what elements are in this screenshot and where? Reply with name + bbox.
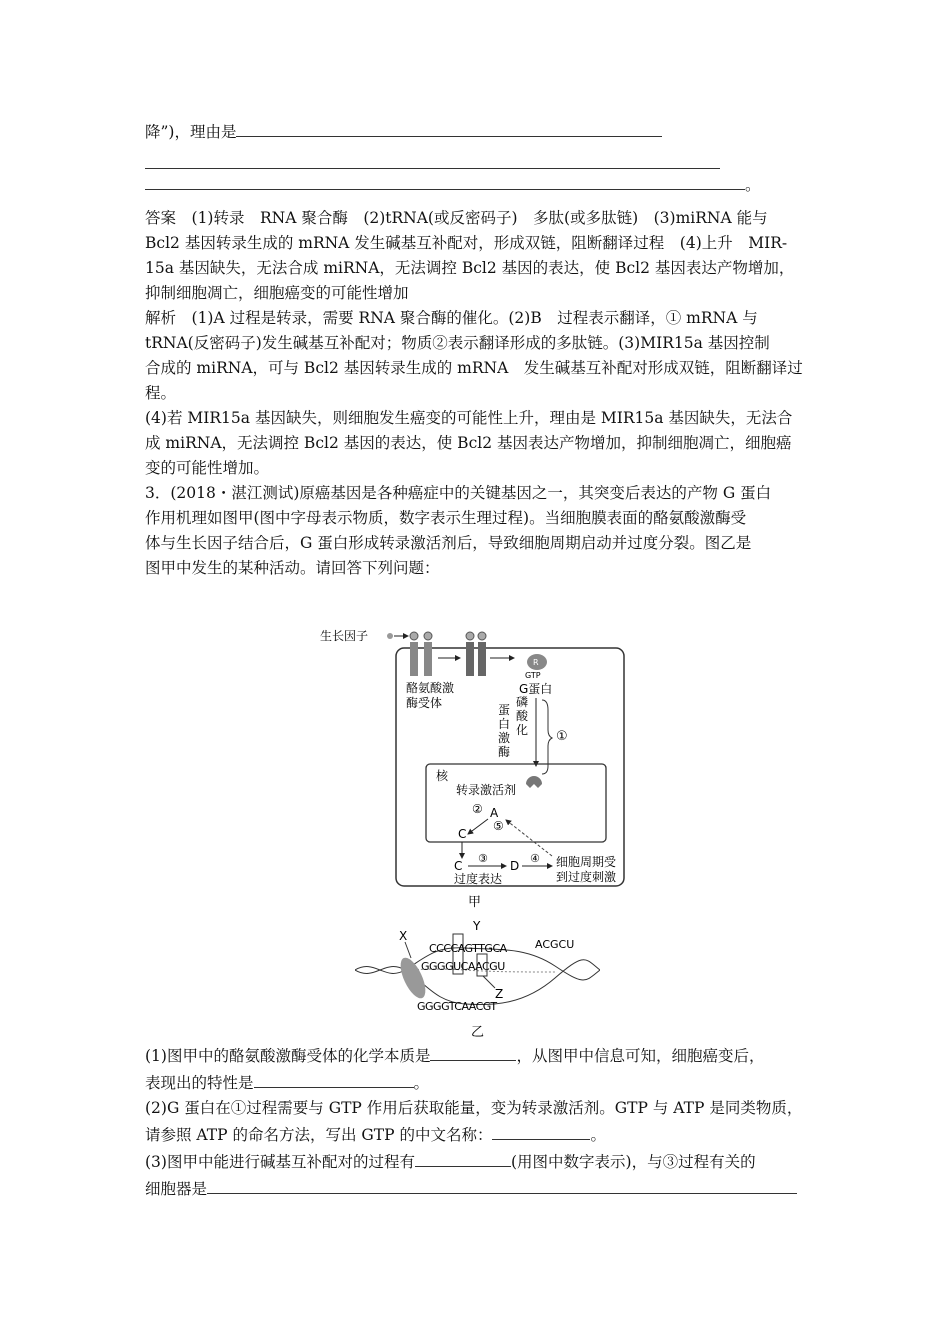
answer-blank[interactable] xyxy=(207,1175,797,1194)
letter-c: C xyxy=(458,827,467,841)
answer-blank-line-3: 。 xyxy=(145,171,825,198)
growth-factor-label: 生长因子 xyxy=(320,629,369,643)
answer-line: 抑制细胞凋亡，细胞癌变的可能性增加 xyxy=(145,284,409,302)
letter-c: C xyxy=(454,859,463,873)
kinase-label: 白 xyxy=(498,717,511,731)
answer-line: Bcl2 基因转录生成的 mRNA 发生碱基互补配对，形成双链，阻断翻译过程 (4)上升 MIR- xyxy=(145,234,788,252)
letter-a: A xyxy=(490,806,499,820)
question-3-stem: 体与生长因子结合后，G 蛋白形成转录激活剂后，导致细胞周期启动并过度分裂。图乙是 xyxy=(145,534,752,552)
question-3: (3)图甲中能进行碱基互补配对的过程有 (用图中数字表示)，与③过程有关的 xyxy=(145,1148,825,1175)
growth-factor-dot xyxy=(387,633,393,639)
process-3-label: ③ xyxy=(478,852,488,865)
question-2: (2)G 蛋白在①过程需要与 GTP 作用后获取能量，变为转录激活剂。GTP 与 ATP 是同类物质， xyxy=(145,1099,803,1117)
nucleus-label: 核 xyxy=(436,769,449,783)
overexpression-label: 过度表达 xyxy=(454,872,503,886)
figure-jia-diagram xyxy=(320,626,630,916)
question-3-stem: 图甲中发生的某种活动。请回答下列问题： xyxy=(145,559,440,577)
question-1: 表现出的特性是 。 xyxy=(145,1069,825,1096)
figure-jia xyxy=(320,626,630,920)
analysis-line: tRNA(反密码子)发生碱基互补配对；物质②表示翻译形成的多肽链。(3)MIR15a 基因控制 xyxy=(145,334,770,352)
answer-blank[interactable] xyxy=(430,1042,516,1061)
letter-d: D xyxy=(510,859,520,873)
receptor-icon-1 xyxy=(410,632,432,676)
questions xyxy=(145,1042,825,1202)
cycle-label: 到过度刺激 xyxy=(556,870,617,884)
answer-line: 15a 基因缺失，无法合成 miRNA，无法调控 Bcl2 基因的表达，使 Bcl2 基因表达产物增加， xyxy=(145,259,795,277)
analysis-line: 变的可能性增加。 xyxy=(145,459,270,477)
top-strand: CCCCAGTTGCA xyxy=(429,942,507,955)
g-protein-label: G蛋白 xyxy=(519,682,553,696)
process-2-label: ② xyxy=(472,802,483,816)
bottom-strand: GGGGTCAACGT xyxy=(417,1000,497,1013)
receptor-label: 酶受体 xyxy=(406,696,443,710)
answer-blank[interactable] xyxy=(254,1069,414,1088)
gtp-label: GTP xyxy=(525,671,541,680)
process-4-label: ④ xyxy=(530,852,540,865)
rna-strand: ACGCU xyxy=(535,938,575,951)
figure-yi-diagram xyxy=(355,918,600,1042)
r-label: R xyxy=(533,658,539,667)
answer-line: 答案 (1)转录 RNA 聚合酶 (2)tRNA(或反密码子) 多肽(或多肽链) (3)miRNA 能与 xyxy=(145,209,768,227)
answer-blank[interactable] xyxy=(145,171,745,190)
answer-blank-line-2[interactable] xyxy=(145,145,720,169)
answer-blank[interactable] xyxy=(492,1121,590,1140)
activator-label: 转录激活剂 xyxy=(456,783,517,797)
question-3-stem: 3．(2018・湛江测试)原癌基因是各种癌症中的关键基因之一，其突变后表达的产物 G 蛋白 xyxy=(145,484,772,502)
z-label: Z xyxy=(495,987,504,1001)
analysis-line: (4)若 MIR15a 基因缺失，则细胞发生癌变的可能性上升，理由是 MIR15a 基因缺失，无法合 xyxy=(145,409,793,427)
figure-yi xyxy=(355,918,600,1046)
answer-label: 答案 xyxy=(145,209,177,227)
document-body xyxy=(145,118,825,581)
question-2: 请参照 ATP 的命名方法，写出 GTP 的中文名称： 。 xyxy=(145,1121,825,1148)
process-1-label: ① xyxy=(556,729,568,744)
kinase-label: 酶 xyxy=(498,745,511,759)
analysis-line: 解析 (1)A 过程是转录，需要 RNA 聚合酶的催化。(2)B 过程表示翻译，① mRNA 与 xyxy=(145,309,758,327)
phosphorylation-label: 酸 xyxy=(516,709,529,723)
analysis-label: 解析 xyxy=(145,309,177,327)
figure-yi-caption: 乙 xyxy=(471,1025,485,1040)
kinase-label: 蛋 xyxy=(498,703,511,717)
figure-jia-caption: 甲 xyxy=(468,895,482,910)
activator-icon xyxy=(526,776,542,788)
question-3-stem: 作用机理如图甲(图中字母表示物质，数字表示生理过程)。当细胞膜表面的酪氨酸激酶受 xyxy=(145,509,747,527)
mid-strand: GGGGUCAACGU xyxy=(421,960,505,973)
question-1: (1)图甲中的酪氨酸激酶受体的化学本质是 ，从图甲中信息可知，细胞癌变后， xyxy=(145,1042,825,1069)
analysis-line: 合成的 miRNA，可与 Bcl2 基因转录生成的 mRNA 发生碱基互补配对形成双链，阻断翻译过 xyxy=(145,359,803,377)
process-5-label: ⑤ xyxy=(493,819,504,833)
answer-blank-line-1: 降”)，理由是 xyxy=(145,118,825,145)
kinase-label: 激 xyxy=(498,731,511,745)
receptor-icon-2 xyxy=(466,632,486,676)
answer-blank[interactable] xyxy=(415,1148,511,1167)
phosphorylation-label: 磷 xyxy=(516,695,529,709)
analysis-line: 程。 xyxy=(145,384,177,402)
feedback-arrow xyxy=(506,820,552,856)
question-3: 细胞器是 xyxy=(145,1175,825,1202)
receptor-label: 酪氨酸激 xyxy=(406,681,455,695)
phosphorylation-label: 化 xyxy=(516,723,529,737)
analysis-line: 成 miRNA，无法调控 Bcl2 基因的表达，使 Bcl2 基因表达产物增加，抑制细胞凋亡，细胞癌 xyxy=(145,434,792,452)
cycle-label: 细胞周期受 xyxy=(556,855,617,869)
nucleus-outline xyxy=(426,764,606,842)
y-label: Y xyxy=(473,919,481,933)
answer-blank[interactable] xyxy=(236,118,662,137)
x-label: X xyxy=(399,929,408,943)
